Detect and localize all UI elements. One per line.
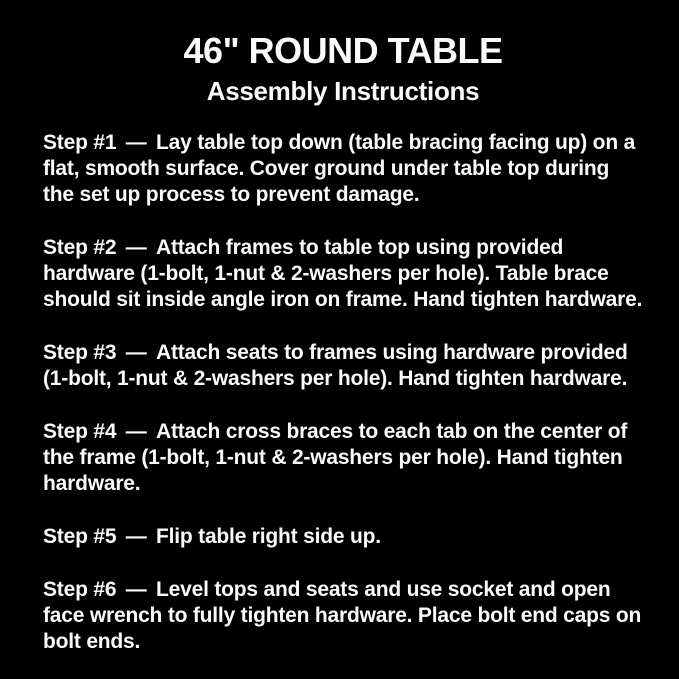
step-5-label: Step #5 bbox=[43, 525, 117, 548]
step-3 bbox=[43, 340, 643, 392]
step-4-separator: — bbox=[125, 420, 147, 443]
step-5-text: Flip table right side up. bbox=[156, 525, 381, 548]
page-subtitle: Assembly Instructions bbox=[206, 76, 480, 106]
step-3-text: Attach seats to frames using hardware provided (1-bolt, 1-nut & 2-washers per hole). Hand tighten hardware. bbox=[43, 341, 628, 390]
step-3-label: Step #3 bbox=[43, 341, 117, 364]
step-6-label: Step #6 bbox=[43, 578, 117, 601]
step-2-label: Step #2 bbox=[43, 236, 117, 259]
step-4-text: Attach cross braces to each tab on the center of the frame (1-bolt, 1-nut & 2-washers per hole). Hand tighten hardware. bbox=[43, 420, 628, 495]
step-1 bbox=[43, 130, 643, 208]
poster-header bbox=[43, 30, 643, 106]
step-5-separator: — bbox=[125, 525, 147, 548]
page-title: 46" ROUND TABLE bbox=[183, 30, 503, 71]
step-4 bbox=[43, 419, 643, 497]
step-1-text: Lay table top down (table bracing facing up) on a flat, smooth surface. Cover ground under table top during the set up process to prevent damage. bbox=[43, 131, 636, 206]
step-3-separator: — bbox=[125, 341, 147, 364]
steps-list bbox=[43, 130, 643, 655]
step-2-text: Attach frames to table top using provided hardware (1-bolt, 1-nut & 2-washers per hole). Table brace should sit inside angle iron on frame. Hand tighten hardware. bbox=[43, 236, 643, 311]
step-1-separator: — bbox=[125, 131, 147, 154]
step-6 bbox=[43, 577, 643, 655]
step-6-text: Level tops and seats and use socket and open face wrench to fully tighten hardware. Place bolt end caps on bolt ends. bbox=[43, 578, 642, 653]
step-2-separator: — bbox=[125, 236, 147, 259]
step-2 bbox=[43, 235, 643, 313]
step-1-label: Step #1 bbox=[43, 131, 117, 154]
step-5 bbox=[43, 524, 643, 550]
step-6-separator: — bbox=[125, 578, 147, 601]
step-4-label: Step #4 bbox=[43, 420, 117, 443]
